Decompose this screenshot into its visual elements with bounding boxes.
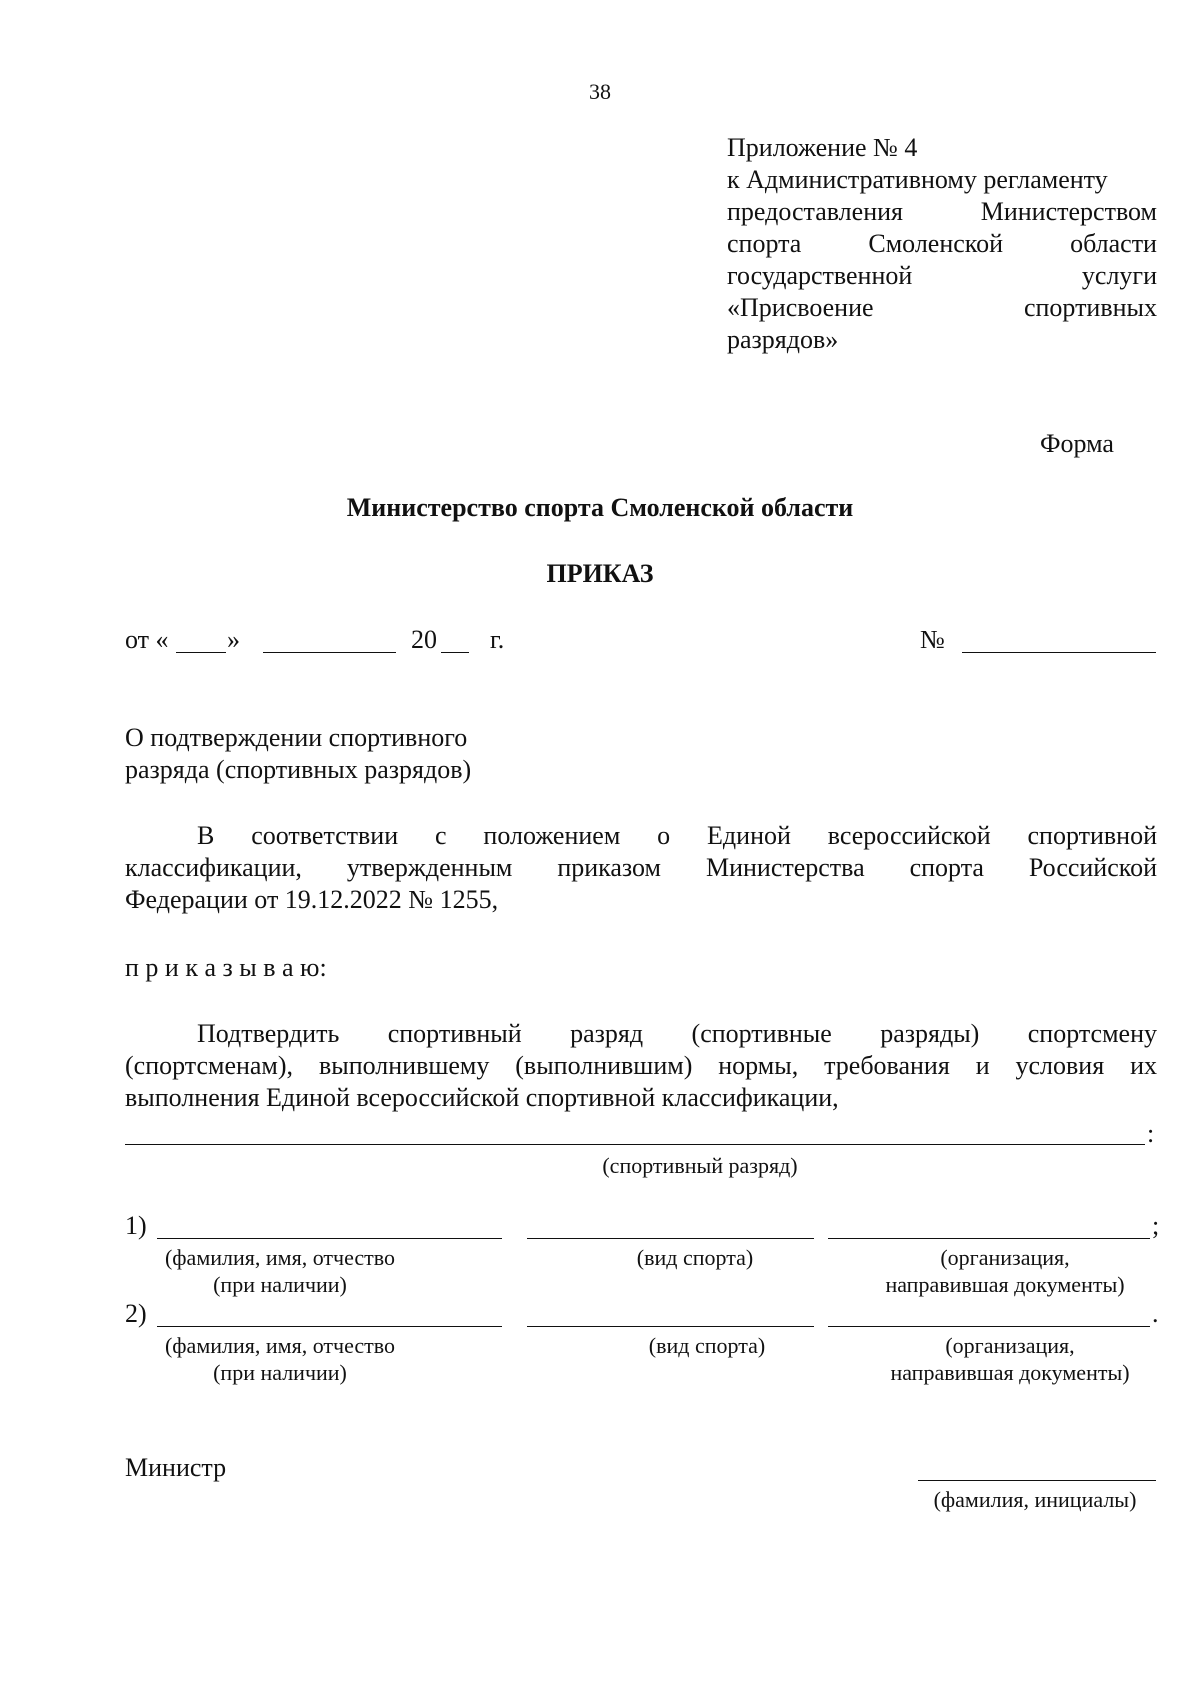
appendix-word: услуги <box>1081 261 1157 290</box>
appendix-word: государственной <box>727 261 913 290</box>
athlete-line-end: ; <box>1152 1211 1160 1240</box>
athlete-number: 1) <box>125 1211 147 1240</box>
appendix-block <box>727 132 1157 356</box>
athlete-name-blank <box>157 1238 502 1239</box>
appendix-word: спортивных <box>1023 293 1157 322</box>
doc-type-title: ПРИКАЗ <box>546 559 654 588</box>
caption-line: (организация, <box>940 1245 1070 1270</box>
subject-line: О подтверждении спортивного <box>125 723 468 752</box>
body-paragraph <box>125 1018 1157 1114</box>
signature-caption: (фамилия, инициалы) <box>933 1487 1137 1512</box>
appendix-line <box>727 292 1157 324</box>
appendix-word: спорта <box>727 229 802 258</box>
appendix-word: Смоленской <box>868 229 1004 258</box>
order-number-blank <box>962 652 1156 653</box>
body-line: (спортсменам), выполнившему (выполнившим) нормы, требования и условия их <box>125 1051 1157 1080</box>
date-year-suffix: г. <box>490 625 505 654</box>
appendix-line: разрядов» <box>727 325 839 354</box>
athlete-sport-blank <box>527 1326 814 1327</box>
preamble-line: классификации, утвержденным приказом Министерства спорта Российской <box>125 853 1157 882</box>
athlete-name-caption <box>130 1332 430 1386</box>
appendix-line <box>727 260 1157 292</box>
appendix-line: Приложение № 4 <box>727 133 918 162</box>
athlete-sport-caption: (вид спорта) <box>648 1333 766 1358</box>
athlete-line-end: . <box>1152 1299 1159 1328</box>
athlete-sport-blank <box>527 1238 814 1239</box>
athlete-org-blank <box>828 1238 1150 1239</box>
athlete-name-blank <box>157 1326 502 1327</box>
body-line: выполнения Единой всероссийской спортивной классификации, <box>125 1083 839 1112</box>
athlete-name-caption <box>130 1244 430 1298</box>
athlete-org-blank <box>828 1326 1150 1327</box>
sports-rank-blank <box>125 1144 1145 1145</box>
page-number: 38 <box>589 79 611 104</box>
date-close-quote: » <box>227 625 240 654</box>
body-line: Подтвердить спортивный разряд (спортивные разряды) спортсмену <box>197 1019 1157 1048</box>
appendix-line <box>727 196 1157 228</box>
athlete-number: 2) <box>125 1299 147 1328</box>
appendix-word: области <box>1070 229 1157 258</box>
athlete-org-caption <box>860 1332 1160 1386</box>
caption-line: (при наличии) <box>213 1272 347 1297</box>
caption-line: (фамилия, имя, отчество <box>164 1333 396 1358</box>
preamble-paragraph <box>125 820 1157 916</box>
athlete-org-caption <box>855 1244 1155 1298</box>
preamble-line: Федерации от 19.12.2022 № 1255, <box>125 885 499 914</box>
date-day-blank <box>176 652 226 653</box>
appendix-line <box>727 228 1157 260</box>
date-month-blank <box>263 652 396 653</box>
date-year-blank <box>441 652 469 653</box>
form-label: Форма <box>1040 429 1114 458</box>
subject-line: разряда (спортивных разрядов) <box>125 755 472 784</box>
date-from-label: от « <box>125 625 169 654</box>
appendix-word: Министерством <box>980 197 1157 226</box>
sports-rank-caption: (спортивный разряд) <box>602 1153 798 1178</box>
caption-line: (организация, <box>945 1333 1075 1358</box>
appendix-word: «Присвоение <box>727 293 874 322</box>
caption-line: (при наличии) <box>213 1360 347 1385</box>
ministry-title: Министерство спорта Смоленской области <box>346 493 854 522</box>
caption-line: направившая документы) <box>890 1360 1130 1385</box>
appendix-line: к Административному регламенту <box>727 165 1108 194</box>
order-word: п р и к а з ы в а ю: <box>125 953 327 982</box>
signatory-title: Министр <box>125 1453 227 1482</box>
caption-line: направившая документы) <box>885 1272 1125 1297</box>
preamble-line: В соответствии с положением о Единой всероссийской спортивной <box>197 821 1157 850</box>
date-year-prefix: 20 <box>411 625 437 654</box>
athlete-sport-caption: (вид спорта) <box>636 1245 754 1270</box>
signature-name-blank <box>918 1480 1156 1481</box>
rank-colon: : <box>1147 1119 1155 1148</box>
caption-line: (фамилия, имя, отчество <box>164 1245 396 1270</box>
subject-block <box>125 722 625 786</box>
number-sign: № <box>920 625 945 654</box>
appendix-word: предоставления <box>727 197 903 226</box>
